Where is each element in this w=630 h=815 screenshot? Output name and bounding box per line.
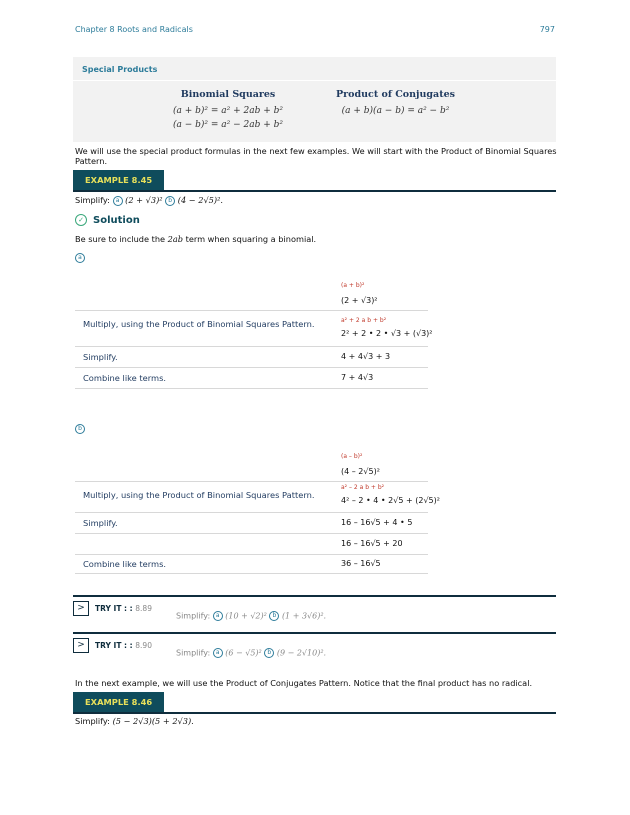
table-row [75,513,428,534]
solution-note [75,234,316,244]
table-row [75,368,428,389]
part-b-expression: (9 − 2√10)². [276,648,327,658]
table-row [75,482,440,513]
example-2-problem [75,716,194,726]
step-value: 16 – 16√5 + 20 [341,539,403,548]
chevron-right-icon[interactable]: > [73,638,89,653]
prompt-text: Simplify: [75,195,110,205]
step-value: (4 – 2√5)² [341,467,380,476]
page-number: 797 [539,25,555,34]
try-it-8-89 [73,595,556,621]
example-bar-2 [73,692,556,714]
pattern-annotation: a² – 2 a b + b² [341,484,385,491]
step-label: Simplify. [83,352,118,362]
table-row [75,534,428,555]
part-a-table [75,272,433,388]
part-b-table [75,443,440,573]
step-label: Combine like terms. [83,559,167,569]
example-label: EXAMPLE 8.45 [73,170,164,190]
binomial-squares-column [153,89,303,134]
try-it-label [95,604,152,613]
part-b-heading [75,423,85,434]
step-value: 16 – 16√5 + 4 • 5 [341,518,413,527]
part-a-marker: a [213,648,223,658]
table-row [75,311,433,347]
step-value: 4 + 4√3 + 3 [341,352,391,361]
part-a-label-icon: a [75,253,85,263]
try-number: 8.90 [135,641,152,650]
intro-paragraph: We will use the special product formulas in the next few examples. We will start with the Product of Binomial Squares Pattern. [75,146,557,166]
table-row [75,272,428,311]
step-label: Multiply, using the Product of Binomial Squares Pattern. [83,490,315,500]
step-label: Multiply, using the Product of Binomial Squares Pattern. [83,319,315,329]
part-a-expression: (10 + √2)² [225,611,267,621]
example-bar [73,170,556,192]
part-b-marker: b [269,611,279,621]
part-a-expression: (6 − √5)² [225,648,262,658]
conjugates-formula: (a + b)(a − b) = a² − b² [341,106,450,116]
note-math: 2ab [167,234,184,244]
pattern-annotation: a² + 2 a b + b² [341,317,387,324]
pattern-annotation: (a + b)² [341,282,365,289]
binomial-square-minus: (a − b)² = a² − 2ab + b² [172,120,283,130]
note-post: term when squaring a binomial. [185,234,317,244]
table-row [75,347,428,368]
part-b-marker: b [264,648,274,658]
note-pre: Be sure to include the [75,234,166,244]
special-products-box [73,57,556,142]
check-icon: ✓ [75,214,87,226]
step-label: Combine like terms. [83,373,167,383]
example-label-2: EXAMPLE 8.46 [73,692,164,712]
part-a-marker: a [113,196,123,206]
try-it-label [95,641,152,650]
example-problem [75,195,223,206]
try-problem [176,611,326,621]
try-it-8-90 [73,632,556,658]
part-b-marker: b [165,196,175,206]
part-b-expression: (1 + 3√6)². [281,611,327,621]
part-a-heading [75,252,85,263]
step-value: 4² – 2 • 4 • 2√5 + (2√5)² [341,496,440,505]
conjugates-column [323,89,468,120]
intro-paragraph-2: In the next example, we will use the Product of Conjugates Pattern. Notice that the final product has no radical. [75,678,533,688]
special-products-title: Special Products [82,65,158,74]
part-b-expression: (4 − 2√5)². [177,195,223,205]
try-problem [176,648,326,658]
binomial-squares-title: Binomial Squares [180,89,276,100]
part-a-expression: (2 + √3)² [125,195,163,205]
binomial-square-plus: (a + b)² = a² + 2ab + b² [172,106,283,116]
step-value: 2² + 2 • 2 • √3 + (√3)² [341,329,433,338]
try-prompt: Simplify: [176,611,211,621]
table-row [75,443,428,482]
conjugates-title: Product of Conjugates [336,89,455,100]
table-row [75,555,428,574]
try-label-text: TRY IT : : [95,604,133,613]
pattern-annotation: (a – b)² [341,453,363,460]
example-2-expression: (5 − 2√3)(5 + 2√3). [112,716,194,726]
step-value: (2 + √3)² [341,296,378,305]
try-label-text: TRY IT : : [95,641,133,650]
chapter-title: Chapter 8 Roots and Radicals [75,25,193,34]
try-prompt: Simplify: [176,648,211,658]
divider [73,80,556,81]
part-a-marker: a [213,611,223,621]
solution-heading [75,214,140,226]
solution-title: Solution [93,215,140,226]
part-b-label-icon: b [75,424,85,434]
step-value: 36 – 16√5 [341,559,381,568]
chevron-right-icon[interactable]: > [73,601,89,616]
step-value: 7 + 4√3 [341,373,374,382]
prompt-text: Simplify: [75,716,110,726]
try-number: 8.89 [135,604,152,613]
step-label: Simplify. [83,518,118,528]
